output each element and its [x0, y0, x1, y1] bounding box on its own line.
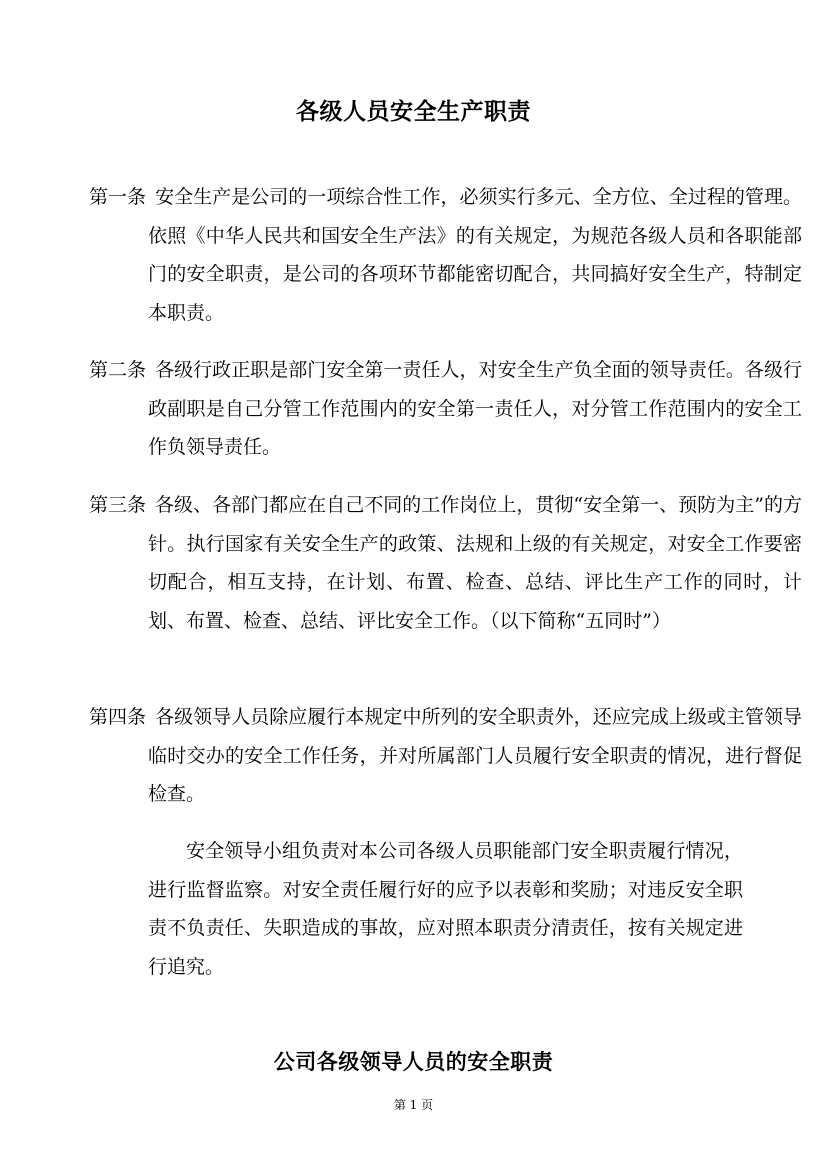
article-number: 第三条 — [89, 494, 147, 516]
article-number: 第二条 — [89, 359, 147, 381]
article-2 — [89, 351, 802, 467]
article-1 — [89, 178, 802, 332]
article-text: 安全生产是公司的一项综合性工作，必须实行多元、全方位、全过程的管理。依照《中华人民共和国安全生产法》的有关规定，为规范各级人员和各职能部门的安全职责，是公司的各项环节都能密切配合，共同搞好安全生产，特制定本职责。 — [148, 186, 802, 324]
article-text: 各级行政正职是部门安全第一责任人，对安全生产负全面的领导责任。各级行政副职是自己分管工作范围内的安全第一责任人，对分管工作范围内的安全工作负领导责任。 — [148, 359, 802, 458]
article-number: 第四条 — [89, 706, 147, 728]
article-text: 各级领导人员除应履行本规定中所列的安全职责外，还应完成上级或主管领导临时交办的安全工作任务，并对所属部门人员履行安全职责的情况，进行督促检查。 — [148, 706, 802, 805]
article-4 — [89, 698, 802, 814]
article-text: 各级、各部门都应在自己不同的工作岗位上，贯彻“安全第一、预防为主”的方针。执行国家有关安全生产的政策、法规和上级的有关规定，对安全工作要密切配合，相互支持，在计划、布置、检查、总结、评比生产工作的同时，计划、布置、检查、总结、评比安全工作。（以下简称“五同时”） — [148, 494, 802, 632]
article-number: 第一条 — [89, 186, 147, 208]
page-title: 各级人员安全生产职责 — [296, 99, 531, 125]
article-3 — [89, 486, 802, 640]
supervision-paragraph: 安全领导小组负责对本公司各级人员职能部门安全职责履行情况，进行监督监察。对安全责任履行好的应予以表彰和奖励；对违反安全职责不负责任、失职造成的事故，应对照本职责分清责任，按有关规定进行追究。 — [148, 840, 743, 978]
page-number-footer: 第 1 页 — [393, 1098, 434, 1112]
section-heading: 公司各级领导人员的安全职责 — [273, 1050, 554, 1074]
